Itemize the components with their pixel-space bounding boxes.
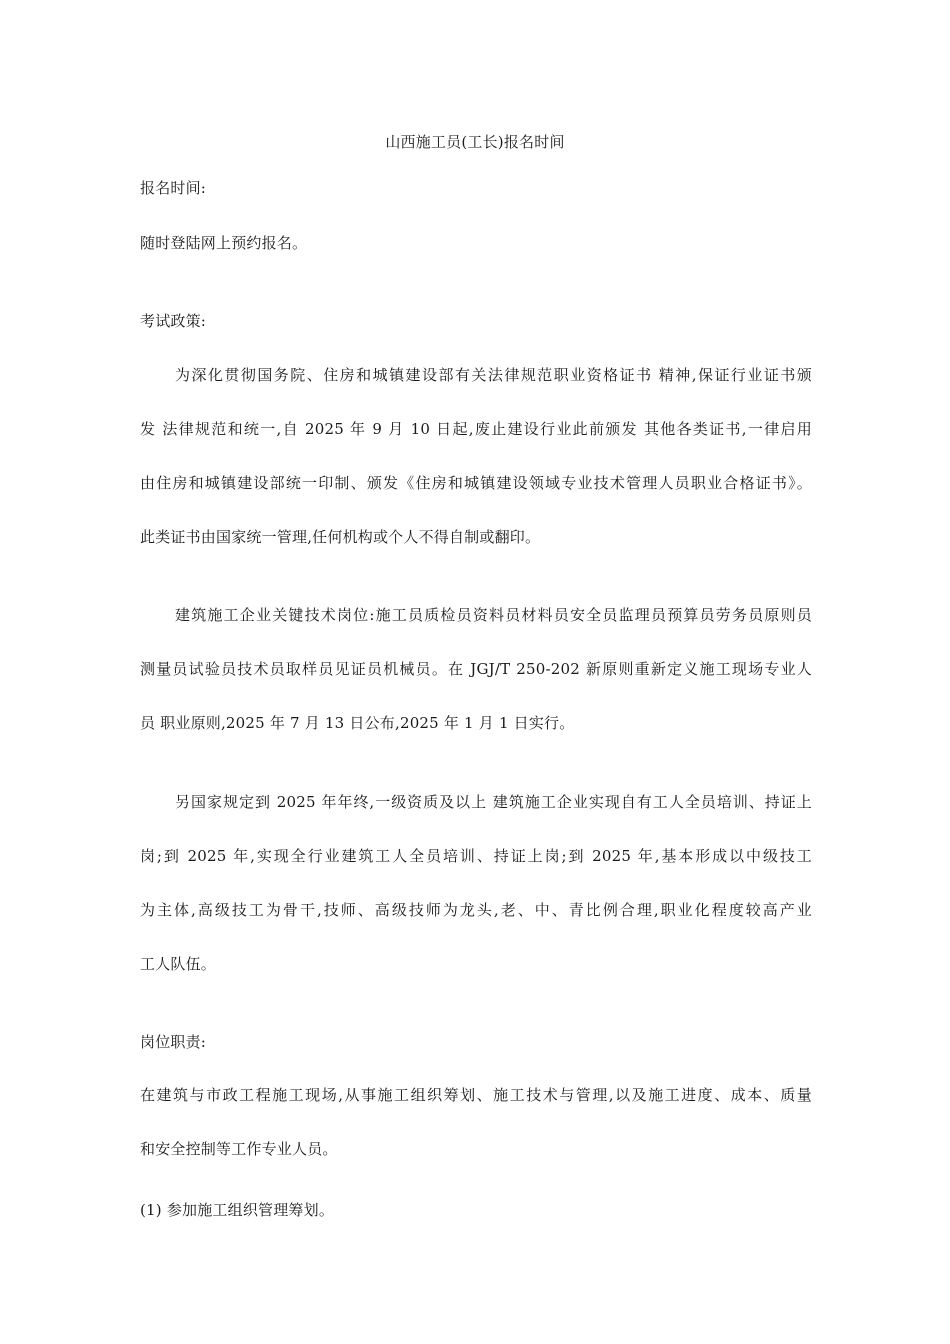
national-paragraph-line: 工人队伍。 xyxy=(140,955,217,973)
signup-time-text: 随时登陆网上预约报名。 xyxy=(140,234,308,252)
posts-paragraph-line: 建筑施工企业关键技术岗位:施工员质检员资料员材料员安全员监理员预算员劳务员原则员 xyxy=(175,606,812,624)
national-paragraph-line: 为主体,高级技工为骨干,技师、高级技师为龙头,老、中、青比例合理,职业化程度较高产业 xyxy=(140,901,812,919)
policy-paragraph-line: 发 法律规范和统一,自 2025 年 9 月 10 日起,废止建设行业此前颁发 其他各类证书,一律启用 xyxy=(140,420,812,438)
national-paragraph-line: 另国家规定到 2025 年年终,一级资质及以上 建筑施工企业实现自有工人全员培训、持证上 xyxy=(175,793,812,811)
duty-heading: 岗位职责: xyxy=(140,1033,207,1051)
national-paragraph-line: 岗;到 2025 年,实现全行业建筑工人全员培训、持证上岗;到 2025 年,基本形成以中级技工 xyxy=(140,847,812,865)
duty-paragraph-line: 在建筑与市政工程施工现场,从事施工组织筹划、施工技术与管理,以及施工进度、成本、质量 xyxy=(140,1086,812,1104)
policy-heading: 考试政策: xyxy=(140,312,207,330)
policy-paragraph-line: 由住房和城镇建设部统一印制、颁发《住房和城镇建设领域专业技术管理人员职业合格证书》。 xyxy=(140,474,812,492)
policy-paragraph-line: 此类证书由国家统一管理,任何机构或个人不得自制或翻印。 xyxy=(140,528,541,546)
list-item: (1) 参加施工组织管理筹划。 xyxy=(140,1201,335,1219)
posts-paragraph-line: 员 职业原则,2025 年 7 月 13 日公布,2025 年 1 月 1 日实行。 xyxy=(140,714,575,732)
signup-time-heading: 报名时间: xyxy=(140,179,207,197)
duty-paragraph-line: 和安全控制等工作专业人员。 xyxy=(140,1140,338,1158)
policy-paragraph-line: 为深化贯彻国务院、住房和城镇建设部有关法律规范职业资格证书 精神,保证行业证书颁 xyxy=(175,366,812,384)
page-title: 山西施工员(工长)报名时间 xyxy=(385,133,565,151)
posts-paragraph-line: 测量员试验员技术员取样员见证员机械员。在 JGJ/T 250-202 新原则重新定义施工现场专业人 xyxy=(140,660,812,678)
